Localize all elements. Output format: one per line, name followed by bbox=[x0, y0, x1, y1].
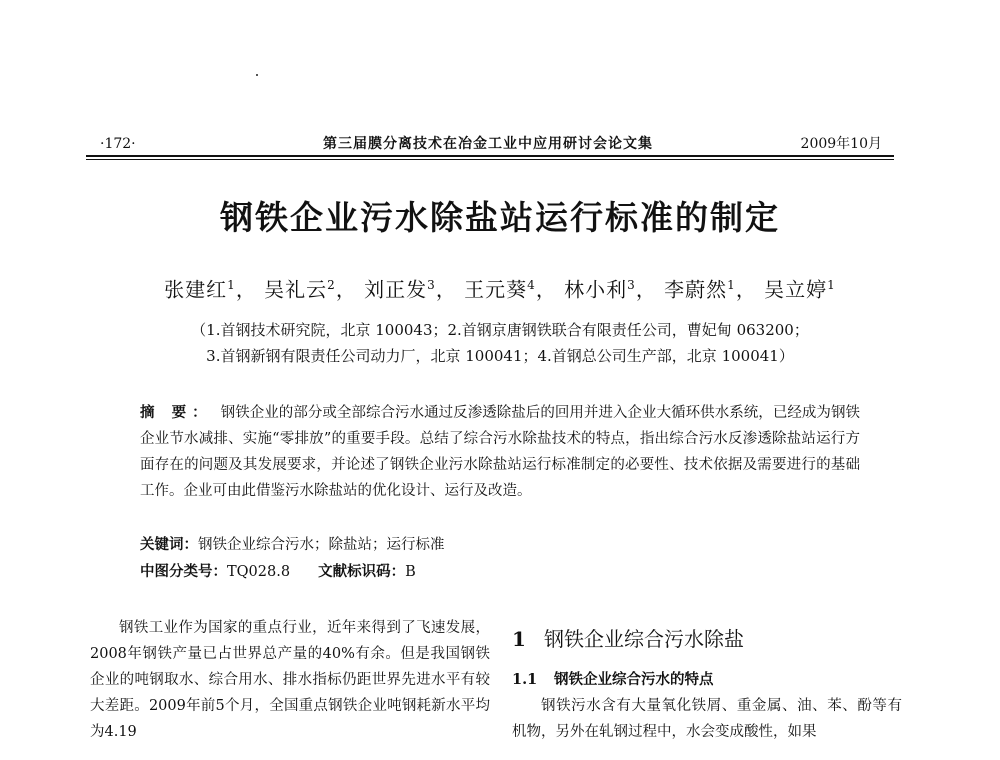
author: 李蔚然 bbox=[664, 277, 728, 302]
abstract bbox=[140, 400, 860, 504]
author-affil-mark: 1 bbox=[827, 278, 836, 292]
author-affil-mark: 3 bbox=[427, 278, 436, 292]
subsection-title: 钢铁企业综合污水的特点 bbox=[554, 671, 714, 688]
scan-speck bbox=[256, 74, 258, 76]
subsection-number: 1.1 bbox=[512, 671, 538, 688]
body-column-left bbox=[90, 615, 490, 745]
abstract-text: 钢铁企业的部分或全部综合污水通过反渗透除盐后的回用并进入企业大循环供水系统，已经成为钢铁企业节水减排、实施“零排放”的重要手段。总结了综合污水除盐技术的特点，指出综合污水反渗透除盐站运行方面存在的问题及其发展要求，并论述了钢铁企业污水除盐站运行标准制定的必要性、技术依据及需要进行的基础工作。企业可由此借鉴污水除盐站的优化设计、运行及改造。 bbox=[140, 405, 860, 499]
affiliation-line: 3.首钢新钢有限责任公司动力厂，北京 100041；4.首钢总公司生产部，北京 100041） bbox=[206, 347, 794, 365]
page-number: ·172· bbox=[100, 136, 136, 152]
document-code-label: 文献标识码： bbox=[318, 563, 406, 580]
author: 王元葵 bbox=[464, 277, 528, 302]
affiliation-line: （1.首钢技术研究院，北京 100043；2.首钢京唐钢铁联合有限责任公司，曹妃甸 063200； bbox=[191, 321, 809, 339]
author-list: 张建红$^1$， 吴礼云$^2$， 刘正发$^3$， 王元葵$^4$， 林小利$^3$， 李蔚然$^1$， 吴立婷$^1$ bbox=[164, 277, 836, 302]
author-affil-mark: 2 bbox=[327, 278, 336, 292]
running-header bbox=[88, 133, 892, 155]
author: 吴礼云 bbox=[264, 277, 328, 302]
section-heading bbox=[512, 623, 902, 655]
classification-code: TQ028.8 bbox=[227, 564, 291, 580]
author-affil-mark: 1 bbox=[227, 278, 236, 292]
section-number: 1 bbox=[512, 627, 526, 651]
section-title: 钢铁企业综合污水除盐 bbox=[544, 627, 744, 651]
body-paragraph: 钢铁污水含有大量氧化铁屑、重金属、油、苯、酚等有机物，另外在轧钢过程中，水会变成酸性，如果 bbox=[512, 698, 902, 740]
keywords bbox=[140, 533, 445, 557]
keywords-label: 关键词： bbox=[140, 536, 198, 553]
author-affil-mark: 4 bbox=[527, 278, 536, 292]
header-rule-thick bbox=[86, 155, 894, 157]
journal-title: 第三届膜分离技术在冶金工业中应用研讨会论文集 bbox=[323, 136, 653, 152]
abstract-label: 摘 要： bbox=[140, 404, 213, 421]
document-code: B bbox=[405, 564, 416, 580]
author: 林小利 bbox=[564, 277, 628, 302]
keywords-text: 钢铁企业综合污水；除盐站；运行标准 bbox=[198, 537, 445, 553]
paper-title: 钢铁企业污水除盐站运行标准的制定 bbox=[220, 198, 780, 237]
body-column-right bbox=[512, 615, 902, 745]
author: 吴立婷 bbox=[764, 277, 828, 302]
body-paragraph: 钢铁工业作为国家的重点行业，近年来得到了飞速发展，2008年钢铁产量已占世界总产量的40%有余。但是我国钢铁企业的吨钢取水、综合用水、排水指标仍距世界先进水平有较大差距。2009年前5个月，全国重点钢铁企业吨钢耗新水平均为4.19 bbox=[90, 620, 490, 740]
author: 刘正发 bbox=[364, 277, 428, 302]
author: 张建红 bbox=[164, 277, 228, 302]
author-affil-mark: 3 bbox=[627, 278, 636, 292]
classification-line bbox=[140, 560, 416, 584]
author-affil-mark: 1 bbox=[727, 278, 736, 292]
classification-label: 中图分类号： bbox=[140, 563, 227, 580]
affiliations bbox=[0, 317, 1000, 369]
issue-date: 2009年10月 bbox=[800, 136, 882, 152]
header-rule-thin bbox=[86, 159, 894, 160]
subsection-heading bbox=[512, 667, 902, 693]
